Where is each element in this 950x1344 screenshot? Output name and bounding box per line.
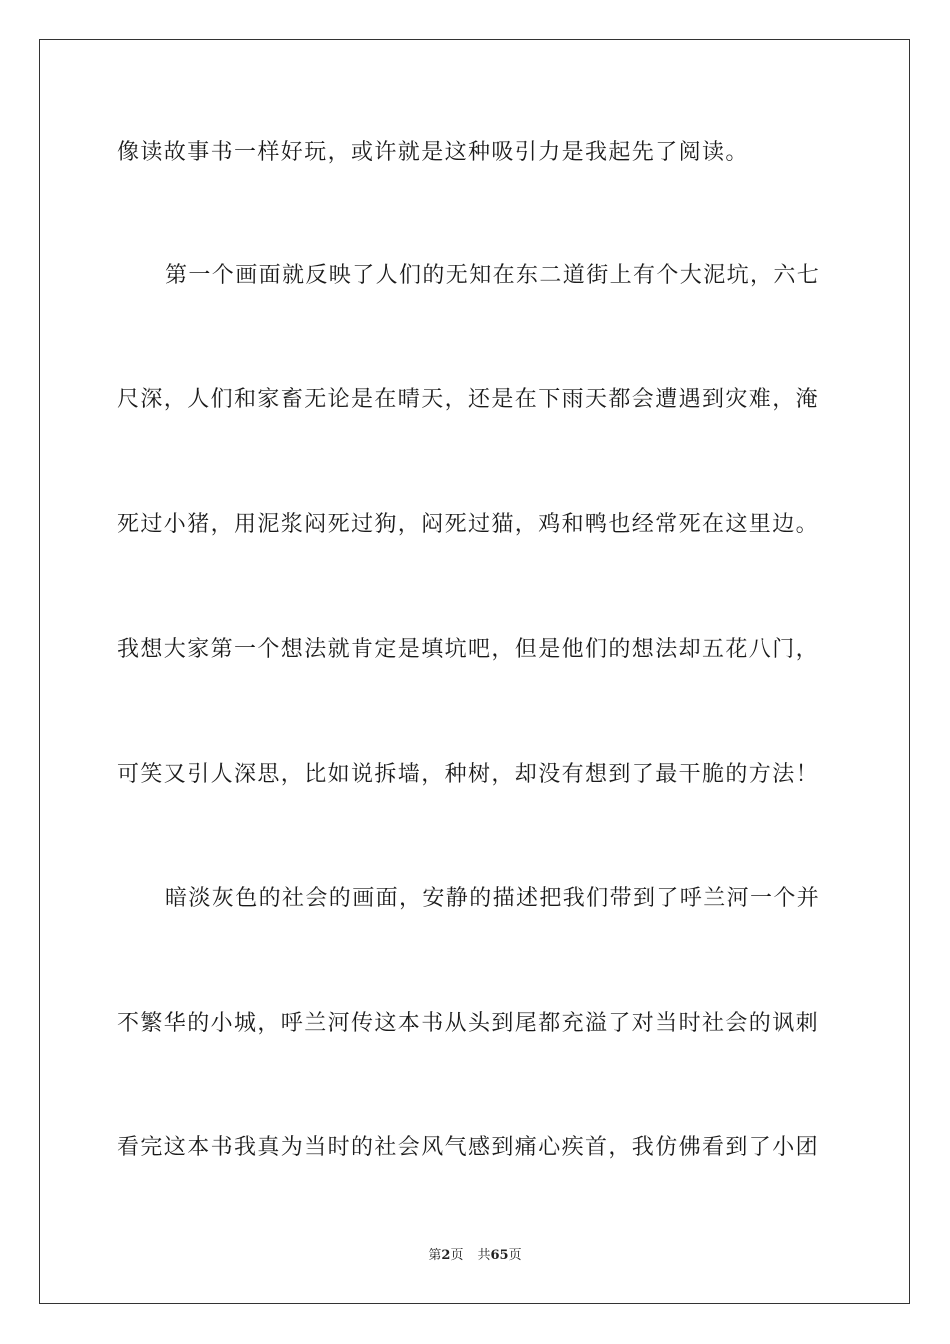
text-line-3: 尺深，人们和家畜无论是在晴天，还是在下雨天都会遭遇到灾难，淹 <box>117 387 820 412</box>
page-prefix: 第 <box>428 1248 442 1263</box>
text-line-1: 像读故事书一样好玩，或许就是这种吸引力是我起先了阅读。 <box>117 140 749 165</box>
page-suffix: 页 <box>450 1248 464 1263</box>
total-suffix: 页 <box>508 1248 522 1263</box>
text-line-8: 不繁华的小城，呼兰河传这本书从头到尾都充溢了对当时社会的讽刺 <box>117 1011 820 1036</box>
text-line-4: 死过小猪，用泥浆闷死过狗，闷死过猫，鸡和鸭也经常死在这里边。 <box>117 512 820 537</box>
text-line-6: 可笑又引人深思，比如说拆墙，种树，却没有想到了最干脆的方法！ <box>117 762 820 787</box>
total-prefix: 共 <box>477 1248 491 1263</box>
text-line-2: 第一个画面就反映了人们的无知在东二道街上有个大泥坑，六七 <box>165 263 821 288</box>
text-line-7: 暗淡灰色的社会的画面，安静的描述把我们带到了呼兰河一个并 <box>165 886 821 911</box>
page-footer <box>0 1248 950 1264</box>
total-pages: 65 <box>490 1248 509 1263</box>
page-number: 2 <box>441 1248 451 1263</box>
page-border <box>39 39 910 1304</box>
text-line-9: 看完这本书我真为当时的社会风气感到痛心疾首，我仿佛看到了小团 <box>117 1135 820 1160</box>
text-line-5: 我想大家第一个想法就肯定是填坑吧，但是他们的想法却五花八门， <box>117 637 820 662</box>
